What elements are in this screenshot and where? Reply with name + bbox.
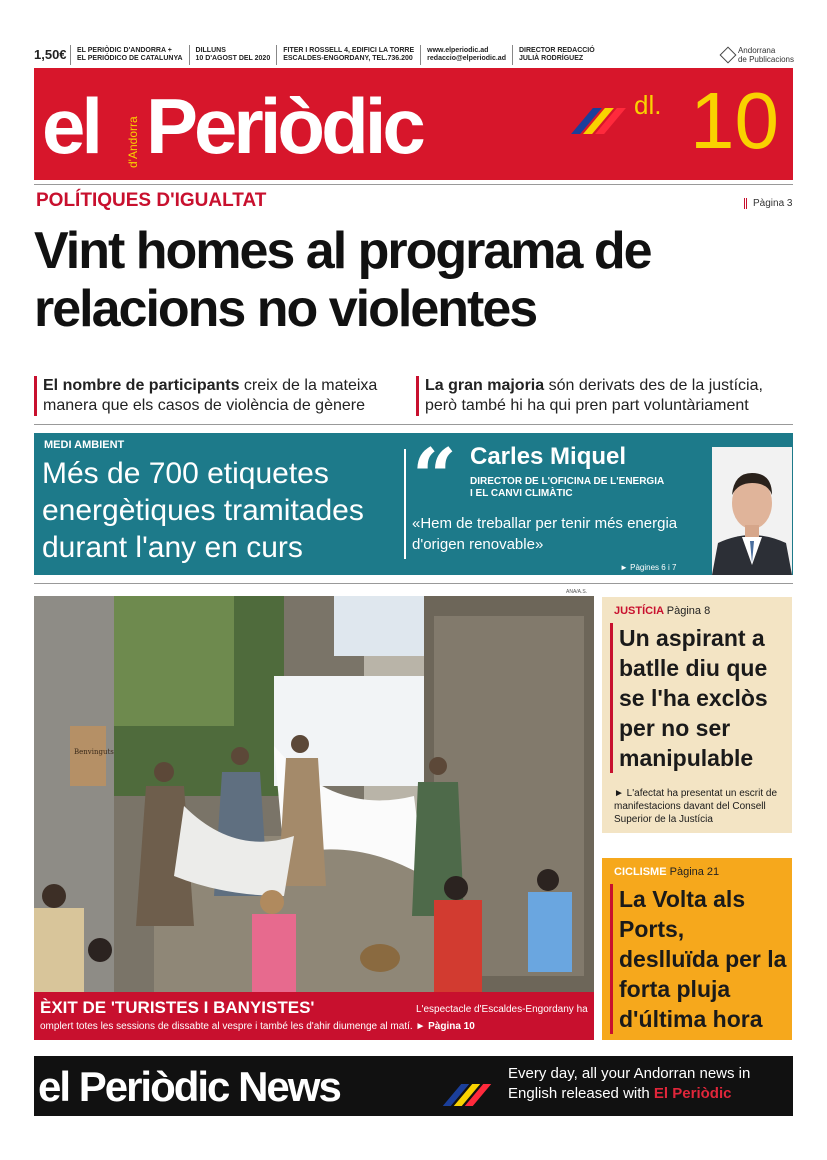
justice-headline[interactable]: Un aspirant a batlle diu que se l'ha exclòs per no ser manipulable	[610, 623, 788, 773]
subhead-text: creix de la mateixa manera que els casos de violència de gènere	[43, 377, 378, 414]
divider	[34, 184, 793, 185]
divider	[34, 583, 793, 584]
photo-caption	[34, 992, 594, 1040]
price: 1,50€	[34, 47, 67, 62]
andorra-flag-icon	[571, 108, 626, 134]
address	[276, 45, 420, 65]
weekday: DILLUNS	[195, 47, 226, 54]
promo-brand: El Periòdic	[653, 1085, 732, 1102]
lead-subhead-2	[416, 376, 794, 416]
role-line: I EL CANVI CLIMÀTIC	[470, 488, 573, 499]
news-brand-title: el Periòdic News	[38, 1063, 340, 1110]
masthead	[34, 68, 793, 180]
photo-sign-text: Benvinguts	[74, 748, 114, 756]
caption-body	[40, 1020, 590, 1033]
environment-block	[34, 433, 793, 575]
environment-headline[interactable]: Més de 700 etiquetes energètiques tramitades durant l'any en curs	[42, 457, 364, 564]
quote-author-role	[470, 476, 664, 500]
masthead-el: el	[42, 82, 100, 170]
role-line: DIRECTOR DE L'OFICINA DE L'ENERGIA	[470, 476, 665, 487]
edition-line: EL PERIÓDICO DE CATALUNYA	[77, 55, 183, 62]
section-label: MEDI AMBIENT	[44, 439, 125, 451]
publisher-logo-icon	[719, 47, 736, 64]
lead-subhead-1	[34, 376, 412, 416]
divider	[404, 449, 406, 559]
issue-date	[189, 45, 277, 65]
news-promo-banner[interactable]	[34, 1056, 793, 1116]
carles-miquel-portrait	[712, 447, 792, 575]
editions	[70, 45, 189, 65]
lead-kicker: POLÍTIQUES D'IGUALTAT	[36, 190, 267, 211]
quote-author: Carles Miquel	[470, 443, 627, 470]
address-line: FITER I ROSSELL 4, EDIFICI LA TORRE	[283, 47, 415, 54]
kicker-page: Pàgina 21	[669, 866, 720, 878]
date: 10 D'AGOST DEL 2020	[195, 55, 271, 62]
main-photo[interactable]	[34, 596, 594, 992]
publisher-line: Andorrana	[737, 46, 776, 55]
cycling-story[interactable]	[602, 858, 792, 1040]
masthead-day-number: 10	[690, 76, 779, 165]
quote-page-ref[interactable]: ► Pàgines 6 i 7	[620, 563, 677, 572]
caption-lead: L'espectacle d'Escaldes-Engordany ha	[416, 1004, 588, 1015]
subhead-bold: El nombre de participants	[43, 377, 240, 394]
divider	[34, 424, 793, 425]
lead-page-ref[interactable]: Pàgina 3	[744, 198, 792, 209]
publisher-line: de Publicacions	[737, 55, 794, 64]
masthead-dandorra: d'Andorra	[126, 116, 140, 168]
andorra-flag-icon	[443, 1084, 491, 1106]
website-link[interactable]: www.elperiodic.ad	[427, 47, 489, 54]
kicker-page: Pàgina 8	[666, 605, 711, 617]
caption-page-ref[interactable]: ► Pàgina 10	[415, 1021, 475, 1032]
contact	[420, 45, 512, 65]
justice-story[interactable]	[602, 597, 792, 833]
address-line: ESCALDES-ENGORDANY, TEL.736.200	[283, 55, 413, 62]
subhead-text: són derivats des de la justícia, però també hi ha qui pren part voluntàriament	[425, 377, 763, 414]
edition-line: EL PERIÒDIC D'ANDORRA +	[77, 47, 172, 54]
director	[512, 45, 601, 65]
caption-title[interactable]: ÈXIT DE 'TURISTES I BANYISTES'	[40, 998, 315, 1017]
quote-icon: “	[412, 432, 457, 523]
kicker-label: JUSTÍCIA	[614, 605, 664, 617]
masthead-title: Periòdic	[146, 82, 422, 170]
top-info-bar	[34, 44, 794, 66]
kicker-label: CICLISME	[614, 866, 667, 878]
subhead-bold: La gran majoria	[425, 377, 545, 394]
promo-text: Every day, all your Andorran news in English released with	[508, 1065, 751, 1102]
news-promo-text	[508, 1064, 792, 1104]
story-kicker	[614, 866, 719, 878]
quote-text: «Hem de treballar per tenir més energia d'origen renovable»	[412, 515, 678, 553]
publisher	[722, 46, 794, 64]
photo-credit: ANA/A.S.	[566, 589, 588, 595]
lead-headline[interactable]: Vint homes al programa de relacions no violentes	[34, 222, 651, 338]
email-link[interactable]: redaccio@elperiodic.ad	[427, 55, 506, 62]
director-label: DIRECTOR REDACCIÓ	[518, 47, 595, 54]
caption-text: omplert totes les sessions de dissabte al vespre i també les d'ahir diumenge al matí.	[40, 1021, 413, 1032]
cycling-headline[interactable]: La Volta als Ports, deslluïda per la forta pluja d'última hora	[610, 884, 788, 1034]
masthead-day: dl.	[634, 90, 662, 120]
story-kicker	[614, 605, 710, 617]
director-name: JULIÀ RODRÍGUEZ	[518, 55, 584, 62]
justice-summary: ► L'afectat ha presentat un escrit de manifestacions davant del Consell Superior de la Justícia	[614, 788, 778, 825]
